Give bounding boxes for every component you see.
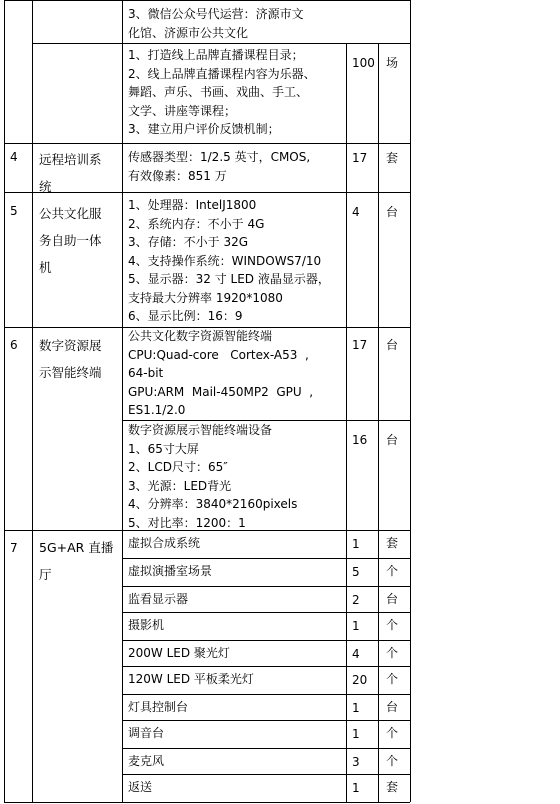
qty-cell: 20 <box>352 673 368 687</box>
column-border <box>346 43 347 802</box>
item-name-cell: 200W LED 聚光灯 <box>128 646 230 660</box>
detail-cell-line: 6、显示比例：16：9 <box>128 309 243 323</box>
row-border <box>122 586 410 587</box>
qty-cell: 1 <box>352 537 360 551</box>
detail-cell-line: 2、线上品牌直播课程内容为乐器、 <box>128 66 316 81</box>
row-number: 5 <box>10 204 18 218</box>
item-name-cell: 虚拟演播室场景 <box>128 564 213 578</box>
row-border <box>122 640 410 641</box>
row-border <box>32 43 410 44</box>
spec-table-page <box>4 0 556 804</box>
detail-cell-line: 化馆、济源市公共文化 <box>128 25 249 40</box>
item-name-cell: 摄影机 <box>128 618 165 632</box>
qty-cell: 100 <box>352 56 375 70</box>
column-border <box>4 0 5 802</box>
detail-cell-line: 支持最大分辨率 1920*1080 <box>128 290 283 305</box>
qty-cell: 1 <box>352 619 360 633</box>
unit-cell: 套 <box>386 536 399 550</box>
column-border <box>122 0 123 802</box>
detail-cell-line: 4、支持操作系统：WINDOWS7/10 <box>128 253 322 268</box>
qty-cell: 2 <box>352 593 360 607</box>
row-number: 4 <box>10 150 18 164</box>
detail-cell-line: 3、建立用户评价反馈机制； <box>128 122 280 136</box>
qty-cell: 4 <box>352 647 360 661</box>
name-cell <box>39 534 113 588</box>
row-border <box>122 666 410 667</box>
qty-cell: 16 <box>352 433 368 447</box>
row-border <box>4 0 410 1</box>
detail-cell-line: CPU:Quad-core Cortex-A53 , <box>128 347 309 362</box>
name-cell <box>39 332 102 386</box>
unit-cell: 个 <box>386 564 399 578</box>
unit-cell: 个 <box>386 646 399 660</box>
detail-cell-line: 64-bit <box>128 366 164 380</box>
detail-cell <box>128 148 310 185</box>
qty-cell: 17 <box>352 151 368 165</box>
detail-cell <box>128 421 297 532</box>
row-number: 6 <box>10 338 18 352</box>
detail-cell-line: ES1.1/2.0 <box>128 403 186 417</box>
qty-cell: 5 <box>352 565 360 579</box>
unit-cell: 台 <box>386 433 399 447</box>
unit-cell: 台 <box>386 700 399 714</box>
row-border <box>4 802 410 803</box>
qty-cell: 17 <box>352 338 368 352</box>
row-border <box>122 748 410 749</box>
name-cell-line: 厅 <box>39 567 52 582</box>
unit-cell: 台 <box>386 592 399 606</box>
unit-cell: 场 <box>386 56 399 70</box>
qty-cell: 1 <box>352 781 360 795</box>
name-cell-line: 远程培训系 <box>39 152 102 167</box>
detail-cell-line: 1、65寸大屏 <box>128 441 199 456</box>
name-cell-line: 数字资源展 <box>39 338 102 353</box>
unit-cell: 台 <box>386 338 399 352</box>
unit-cell: 个 <box>386 754 399 768</box>
qty-cell: 1 <box>352 727 360 741</box>
item-name-cell: 麦克风 <box>128 754 165 768</box>
row-border <box>122 774 410 775</box>
detail-cell <box>128 46 316 139</box>
unit-cell: 个 <box>386 618 399 632</box>
qty-cell: 1 <box>352 701 360 715</box>
detail-cell-line: 3、微信公众号代运营：济源市文 <box>128 7 304 21</box>
unit-cell: 台 <box>386 205 399 219</box>
item-name-cell: 返送 <box>128 780 153 794</box>
unit-cell: 套 <box>386 780 399 794</box>
detail-cell-line: 2、系统内存：不小于 4G <box>128 216 265 231</box>
detail-cell-line: 数字资源展示智能终端设备 <box>128 423 273 437</box>
name-cell <box>39 200 102 281</box>
detail-cell-line: 5、对比率：1200：1 <box>128 515 246 530</box>
row-number: 7 <box>10 541 18 555</box>
detail-cell-line: 1、处理器：IntelJ1800 <box>128 198 257 212</box>
name-cell-line: 示智能终端 <box>39 365 102 380</box>
detail-cell-line: 3、光源：LED背光 <box>128 478 232 493</box>
name-cell-line: 统 <box>39 179 52 194</box>
name-cell <box>39 146 102 200</box>
qty-cell: 4 <box>352 205 360 219</box>
detail-cell-line: GPU:ARM Mail-450MP2 GPU , <box>128 384 314 399</box>
row-border <box>122 612 410 613</box>
row-border <box>122 558 410 559</box>
detail-cell-line: 舞蹈、声乐、书画、戏曲、手工、 <box>128 85 309 99</box>
item-name-cell: 灯具控制台 <box>128 700 189 714</box>
detail-cell <box>128 327 313 420</box>
detail-cell <box>128 196 330 326</box>
detail-cell-line: 有效像素：851 万 <box>128 168 227 183</box>
row-border <box>4 143 410 144</box>
unit-cell: 个 <box>386 726 399 740</box>
item-name-cell: 120W LED 平板柔光灯 <box>128 672 254 686</box>
qty-cell: 3 <box>352 755 360 769</box>
row-border <box>122 720 410 721</box>
column-border <box>378 43 379 802</box>
detail-cell-line: 5、显示器：32 寸 LED 液晶显示器， <box>128 272 330 286</box>
unit-cell: 个 <box>386 672 399 686</box>
detail-cell-line: 传感器类型：1/2.5 英寸，CMOS, <box>128 150 311 164</box>
name-cell-line: 机 <box>39 260 52 275</box>
column-border <box>32 0 33 802</box>
name-cell-line: 务自助一体 <box>39 233 102 248</box>
item-name-cell: 调音台 <box>128 726 165 740</box>
item-name-cell: 虚拟合成系统 <box>128 536 201 550</box>
column-border <box>410 0 411 802</box>
detail-cell-line: 4、分辨率：3840*2160pixels <box>128 497 298 511</box>
detail-cell <box>128 5 304 42</box>
detail-cell-line: 1、打造线上品牌直播课程目录； <box>128 48 304 62</box>
row-border <box>122 694 410 695</box>
detail-cell-line: 2、LCD尺寸：65″ <box>128 460 228 474</box>
detail-cell-line: 文学、讲座等课程； <box>128 103 237 118</box>
name-cell-line: 5G+AR 直播 <box>39 540 114 555</box>
name-cell-line: 公共文化服 <box>39 206 102 221</box>
item-name-cell: 监看显示器 <box>128 592 189 606</box>
detail-cell-line: 3、存储：不小于 32G <box>128 235 249 249</box>
detail-cell-line: 公共文化数字资源智能终端 <box>128 329 273 343</box>
unit-cell: 套 <box>386 151 399 165</box>
